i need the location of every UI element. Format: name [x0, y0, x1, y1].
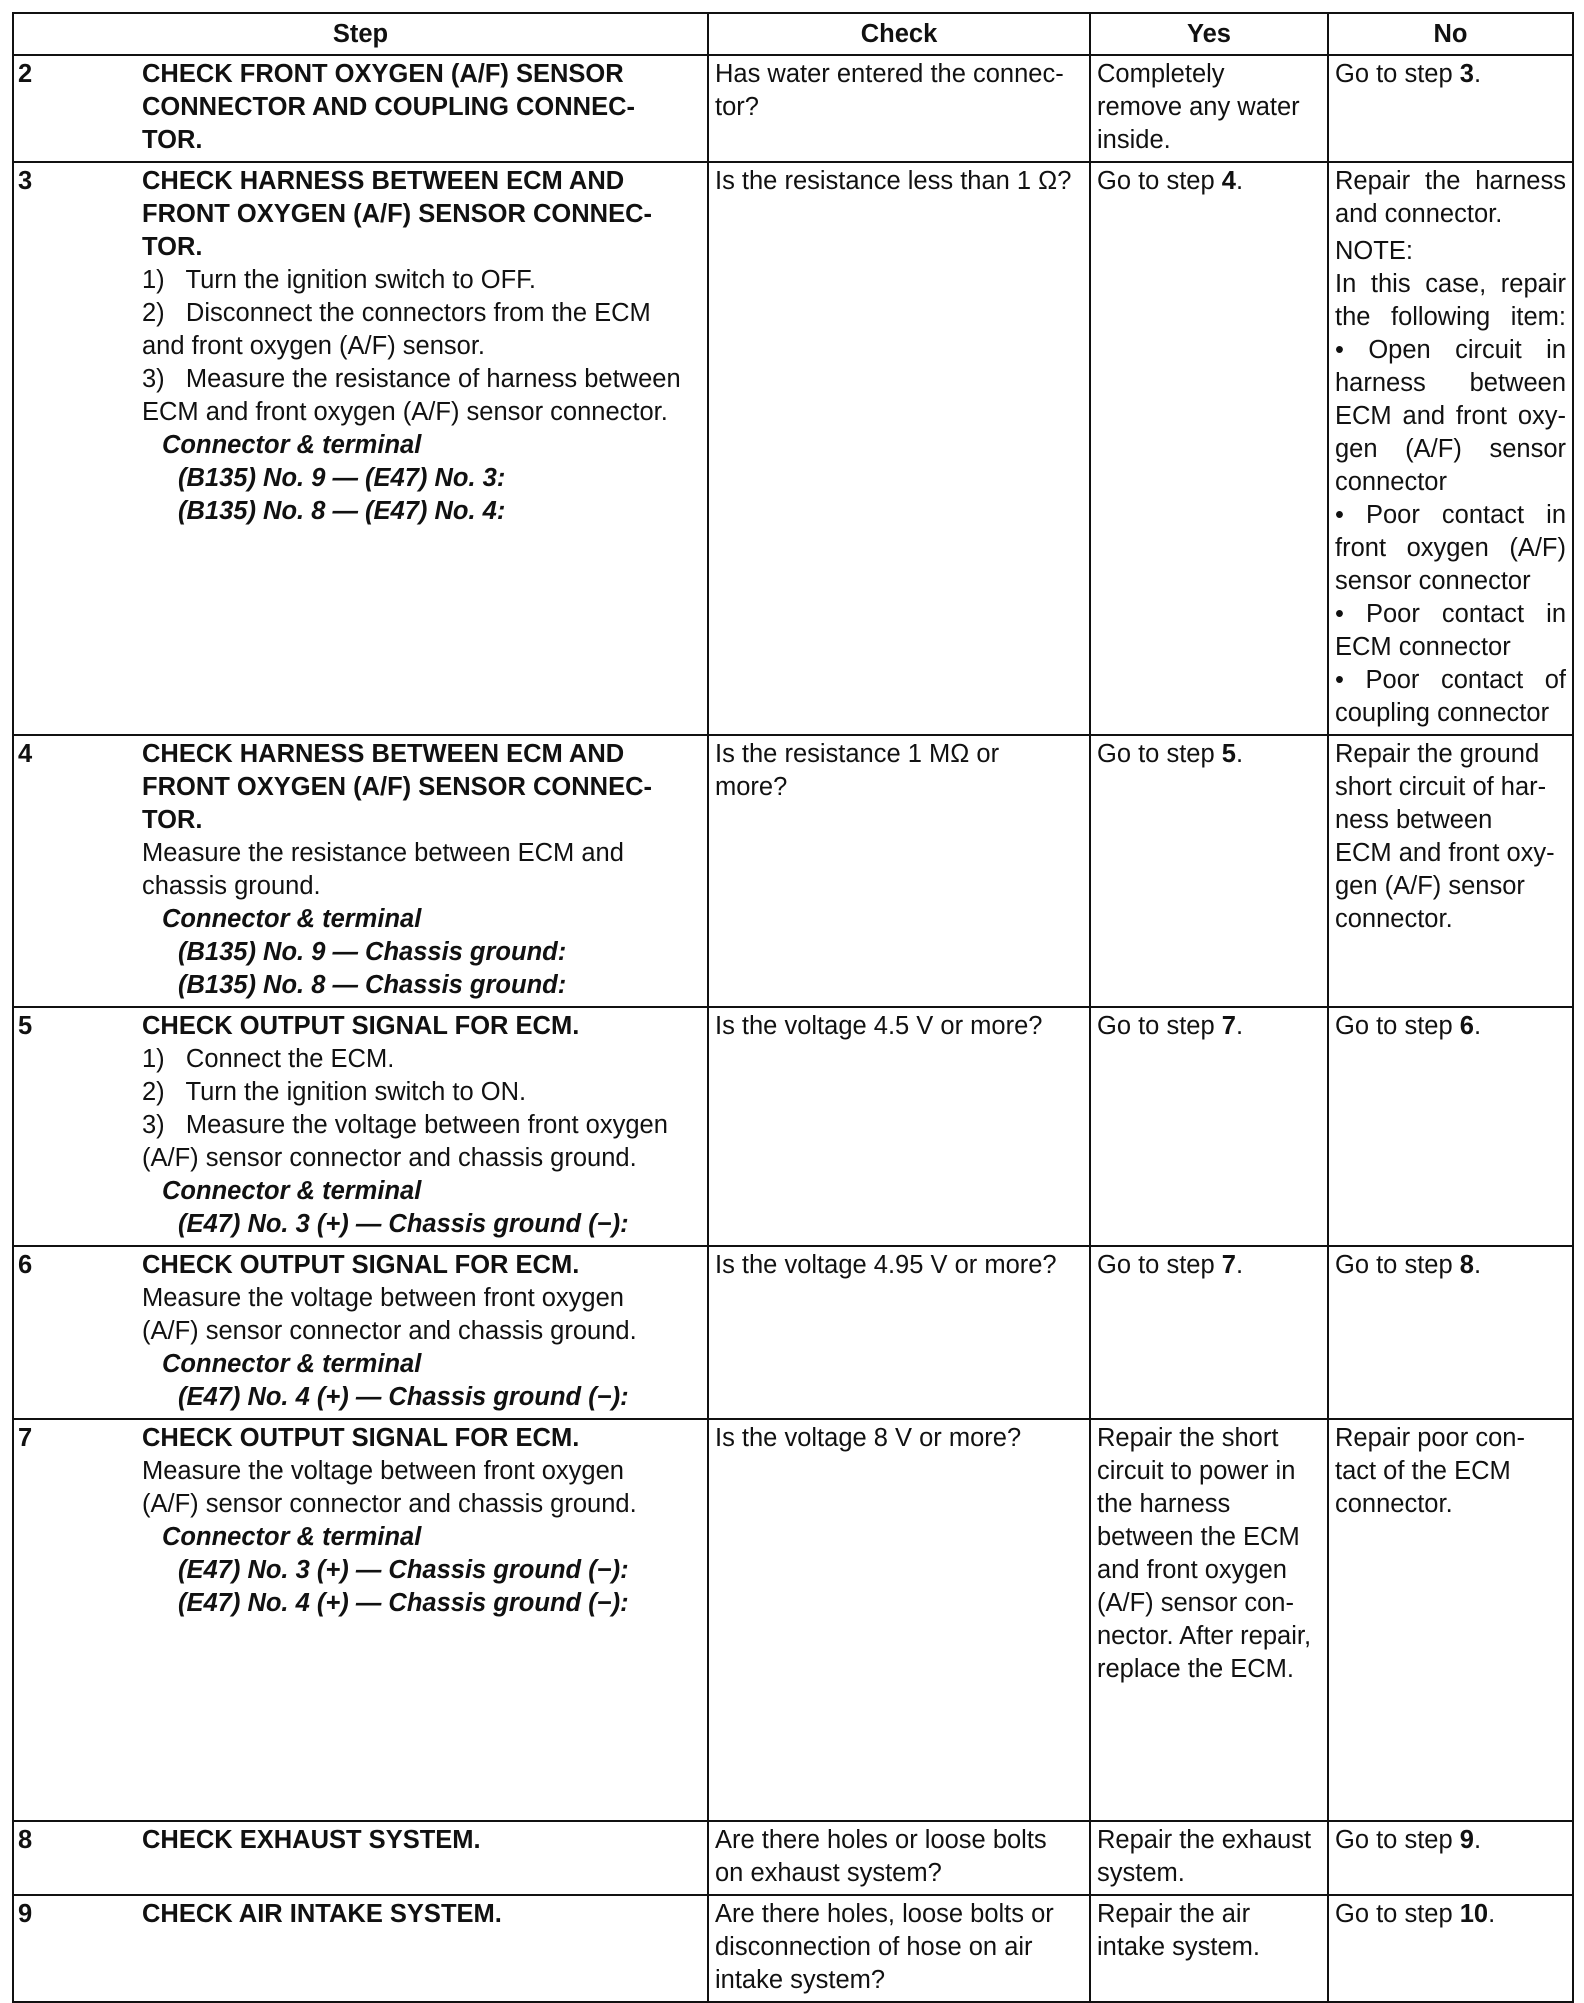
table-row — [13, 1007, 1573, 1246]
note-label: NOTE: — [1335, 237, 1413, 265]
connector-heading: Connector & terminal — [162, 1523, 422, 1551]
instruction-line: (A/F) sensor connector and chassis ground. — [142, 1144, 637, 1172]
no-line: Repair the harness — [1335, 167, 1566, 195]
table-row — [13, 1419, 1573, 1821]
goto-step-number: 8 — [1459, 1251, 1474, 1279]
table-row — [13, 1895, 1573, 2002]
no-line: coupling connector — [1335, 699, 1550, 727]
no-cell — [1328, 1419, 1573, 1821]
connector-terminal: (B135) No. 8 — Chassis ground: — [178, 971, 567, 999]
step-title-line: CHECK OUTPUT SIGNAL FOR ECM. — [142, 1251, 580, 1279]
connector-heading: Connector & terminal — [162, 1350, 422, 1378]
instruction-line: 3) Measure the resistance of harness between — [142, 365, 681, 393]
no-text: . — [1473, 1251, 1482, 1279]
no-cell — [1328, 735, 1573, 1007]
no-line: • Open circuit in — [1335, 336, 1566, 364]
yes-cell — [1090, 1821, 1328, 1895]
instruction-line: ECM and front oxygen (A/F) sensor connector. — [142, 398, 668, 426]
goto-step-number: 9 — [1459, 1826, 1474, 1854]
table-row — [13, 735, 1573, 1007]
no-line: • Poor contact of — [1335, 666, 1566, 694]
no-line: and connector. — [1335, 200, 1503, 228]
yes-line: intake system. — [1097, 1933, 1260, 1961]
goto-step-number: 7 — [1221, 1012, 1236, 1040]
yes-line: inside. — [1097, 126, 1171, 154]
instruction-line: 2) Turn the ignition switch to ON. — [142, 1078, 527, 1106]
check-line: Is the resistance 1 MΩ or — [715, 740, 1000, 768]
step-cell — [13, 1419, 708, 1821]
check-line: Is the resistance less than 1 Ω? — [715, 167, 1072, 195]
table-row — [13, 1246, 1573, 1419]
no-text: . — [1488, 1900, 1496, 1928]
table-row — [13, 162, 1573, 735]
step-number: 5 — [18, 1012, 33, 1040]
check-cell — [708, 1246, 1090, 1419]
no-line: short circuit of har- — [1335, 773, 1547, 801]
instruction-line: Measure the resistance between ECM and — [142, 839, 624, 867]
check-cell — [708, 55, 1090, 162]
check-line: Has water entered the connec- — [715, 60, 1064, 88]
check-cell — [708, 162, 1090, 735]
yes-line: remove any water — [1097, 93, 1300, 121]
step-title-line: CONNECTOR AND COUPLING CONNEC- — [142, 93, 636, 121]
no-line: sensor connector — [1335, 567, 1531, 595]
no-text: . — [1473, 1012, 1482, 1040]
yes-line: and front oxygen — [1097, 1556, 1287, 1584]
check-cell — [708, 1419, 1090, 1821]
yes-text: Go to step — [1097, 167, 1222, 195]
check-line: tor? — [715, 93, 759, 121]
check-line: Is the voltage 4.5 V or more? — [715, 1012, 1043, 1040]
yes-text: Go to step — [1097, 1251, 1222, 1279]
yes-cell — [1090, 162, 1328, 735]
no-text: . — [1473, 60, 1482, 88]
instruction-line: (A/F) sensor connector and chassis ground. — [142, 1490, 637, 1518]
instruction-line: (A/F) sensor connector and chassis ground. — [142, 1317, 637, 1345]
yes-cell — [1090, 1419, 1328, 1821]
instruction-line: 3) Measure the voltage between front oxygen — [142, 1111, 668, 1139]
step-title-line: FRONT OXYGEN (A/F) SENSOR CONNEC- — [142, 200, 653, 228]
step-cell — [13, 162, 708, 735]
no-line: connector — [1335, 468, 1447, 496]
no-cell — [1328, 1821, 1573, 1895]
step-cell — [13, 1821, 708, 1895]
yes-line: the harness — [1097, 1490, 1231, 1518]
no-line: front oxygen (A/F) — [1335, 534, 1566, 562]
no-line: tact of the ECM — [1335, 1457, 1511, 1485]
step-cell — [13, 1246, 708, 1419]
no-line: ness between — [1335, 806, 1493, 834]
check-line: intake system? — [715, 1966, 886, 1994]
step-title-line: CHECK OUTPUT SIGNAL FOR ECM. — [142, 1012, 580, 1040]
check-cell — [708, 735, 1090, 1007]
instruction-line: and front oxygen (A/F) sensor. — [142, 332, 486, 360]
step-title-line: TOR. — [142, 806, 203, 834]
yes-text: . — [1235, 1012, 1244, 1040]
instruction-line: 1) Connect the ECM. — [142, 1045, 395, 1073]
check-cell — [708, 1821, 1090, 1895]
yes-text: Go to step — [1097, 740, 1222, 768]
goto-step-number: 6 — [1459, 1012, 1474, 1040]
step-number: 4 — [18, 740, 33, 768]
no-line: • Poor contact in — [1335, 501, 1566, 529]
step-title-line: CHECK FRONT OXYGEN (A/F) SENSOR — [142, 60, 624, 88]
step-title-line: CHECK EXHAUST SYSTEM. — [142, 1826, 481, 1854]
goto-step-number: 7 — [1221, 1251, 1236, 1279]
header-step: Step — [13, 13, 708, 55]
no-text: Go to step — [1335, 60, 1460, 88]
step-title-line: FRONT OXYGEN (A/F) SENSOR CONNEC- — [142, 773, 653, 801]
step-cell — [13, 1007, 708, 1246]
connector-terminal: (E47) No. 4 (+) — Chassis ground (−): — [178, 1383, 629, 1411]
step-number: 6 — [18, 1251, 33, 1279]
no-text: Go to step — [1335, 1251, 1460, 1279]
step-title-line: CHECK HARNESS BETWEEN ECM AND — [142, 167, 625, 195]
yes-line: Repair the exhaust — [1097, 1826, 1312, 1854]
yes-text: Go to step — [1097, 1012, 1222, 1040]
diagnostic-table — [12, 12, 1574, 2003]
connector-terminal: (B135) No. 9 — Chassis ground: — [178, 938, 567, 966]
instruction-line: Measure the voltage between front oxygen — [142, 1284, 624, 1312]
yes-line: (A/F) sensor con- — [1097, 1589, 1294, 1617]
yes-text: . — [1235, 1251, 1244, 1279]
yes-text: . — [1235, 167, 1244, 195]
yes-line: Repair the air — [1097, 1900, 1251, 1928]
no-cell — [1328, 1246, 1573, 1419]
check-cell — [708, 1895, 1090, 2002]
table-row — [13, 55, 1573, 162]
instruction-line: 2) Disconnect the connectors from the ECM — [142, 299, 651, 327]
connector-heading: Connector & terminal — [162, 431, 422, 459]
no-line: Repair poor con- — [1335, 1424, 1525, 1452]
no-line: In this case, repair — [1335, 270, 1566, 298]
no-line: gen (A/F) sensor — [1335, 872, 1525, 900]
goto-step-number: 5 — [1221, 740, 1236, 768]
header-no: No — [1328, 13, 1573, 55]
no-line: ECM and front oxy- — [1335, 402, 1566, 430]
connector-terminal: (B135) No. 9 — (E47) No. 3: — [178, 464, 506, 492]
no-line: connector. — [1335, 1490, 1453, 1518]
check-line: Are there holes or loose bolts — [715, 1826, 1047, 1854]
step-number: 2 — [18, 60, 33, 88]
no-cell — [1328, 1007, 1573, 1246]
check-line: more? — [715, 773, 788, 801]
instruction-line: chassis ground. — [142, 872, 321, 900]
step-number: 3 — [18, 167, 33, 195]
no-line: harness between — [1335, 369, 1566, 397]
no-line: ECM and front oxy- — [1335, 839, 1555, 867]
step-number: 7 — [18, 1424, 33, 1452]
instruction-line: 1) Turn the ignition switch to OFF. — [142, 266, 536, 294]
no-text: Go to step — [1335, 1012, 1460, 1040]
goto-step-number: 10 — [1459, 1900, 1489, 1928]
yes-cell — [1090, 1007, 1328, 1246]
connector-terminal: (E47) No. 3 (+) — Chassis ground (−): — [178, 1556, 629, 1584]
no-cell — [1328, 162, 1573, 735]
instruction-line: Measure the voltage between front oxygen — [142, 1457, 624, 1485]
yes-cell — [1090, 1246, 1328, 1419]
step-cell — [13, 1895, 708, 2002]
yes-text: . — [1235, 740, 1244, 768]
yes-line: between the ECM — [1097, 1523, 1300, 1551]
no-cell — [1328, 1895, 1573, 2002]
step-cell — [13, 55, 708, 162]
yes-line: circuit to power in — [1097, 1457, 1296, 1485]
no-line: • Poor contact in — [1335, 600, 1566, 628]
yes-cell — [1090, 1895, 1328, 2002]
connector-terminal: (B135) No. 8 — (E47) No. 4: — [178, 497, 506, 525]
connector-terminal: (E47) No. 4 (+) — Chassis ground (−): — [178, 1589, 629, 1617]
connector-terminal: (E47) No. 3 (+) — Chassis ground (−): — [178, 1210, 629, 1238]
step-title-line: TOR. — [142, 126, 203, 154]
check-line: Is the voltage 4.95 V or more? — [715, 1251, 1057, 1279]
check-cell — [708, 1007, 1090, 1246]
check-line: on exhaust system? — [715, 1859, 942, 1887]
connector-heading: Connector & terminal — [162, 905, 422, 933]
yes-cell — [1090, 55, 1328, 162]
no-cell — [1328, 55, 1573, 162]
yes-line: system. — [1097, 1859, 1185, 1887]
header-yes: Yes — [1090, 13, 1328, 55]
step-title-line: TOR. — [142, 233, 203, 261]
no-line: gen (A/F) sensor — [1335, 435, 1566, 463]
yes-line: Repair the short — [1097, 1424, 1279, 1452]
table-row — [13, 1821, 1573, 1895]
check-line: Are there holes, loose bolts or — [715, 1900, 1054, 1928]
step-title-line: CHECK HARNESS BETWEEN ECM AND — [142, 740, 625, 768]
yes-line: nector. After repair, — [1097, 1622, 1312, 1650]
no-text: . — [1473, 1826, 1482, 1854]
goto-step-number: 4 — [1221, 167, 1236, 195]
connector-heading: Connector & terminal — [162, 1177, 422, 1205]
table-header-row — [13, 13, 1573, 55]
check-line: Is the voltage 8 V or more? — [715, 1424, 1022, 1452]
header-check: Check — [708, 13, 1090, 55]
no-line: ECM connector — [1335, 633, 1511, 661]
step-cell — [13, 735, 708, 1007]
no-text: Go to step — [1335, 1826, 1460, 1854]
step-number: 9 — [18, 1900, 33, 1928]
yes-cell — [1090, 735, 1328, 1007]
no-line: connector. — [1335, 905, 1453, 933]
no-line: the following item: — [1335, 303, 1566, 331]
check-line: disconnection of hose on air — [715, 1933, 1033, 1961]
yes-line: Completely — [1097, 60, 1225, 88]
no-text: Go to step — [1335, 1900, 1460, 1928]
no-line: Repair the ground — [1335, 740, 1540, 768]
goto-step-number: 3 — [1459, 60, 1474, 88]
step-title-line: CHECK OUTPUT SIGNAL FOR ECM. — [142, 1424, 580, 1452]
step-number: 8 — [18, 1826, 33, 1854]
yes-line: replace the ECM. — [1097, 1655, 1295, 1683]
step-title-line: CHECK AIR INTAKE SYSTEM. — [142, 1900, 502, 1928]
